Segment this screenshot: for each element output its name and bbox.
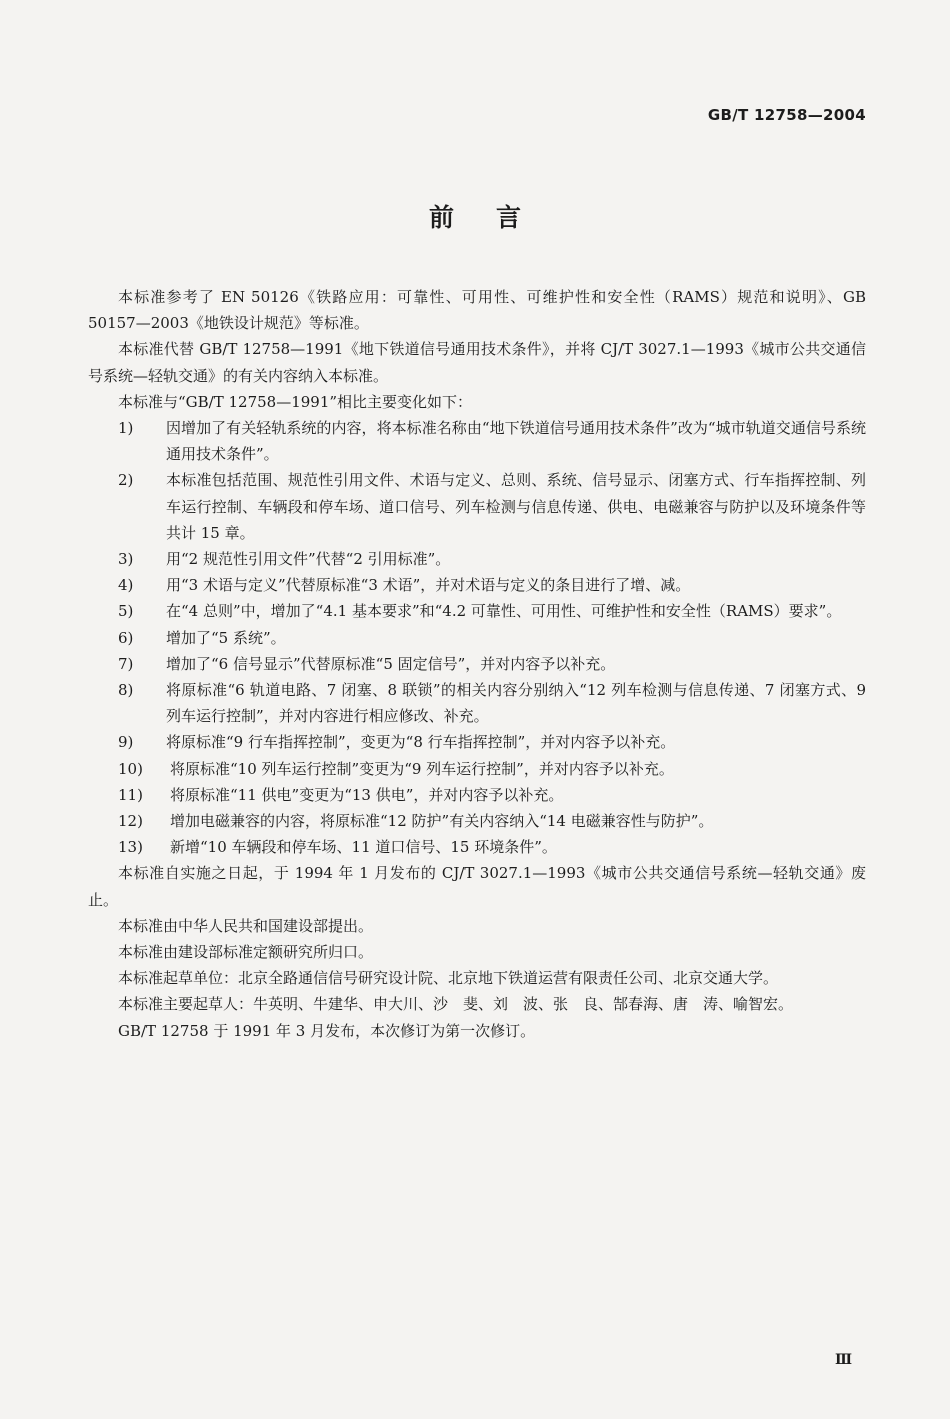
list-item-number: 9) [118, 733, 134, 752]
list-item [88, 572, 866, 598]
list-item-text: 因增加了有关轻轨系统的内容，将本标准名称由“地下铁道信号通用技术条件”改为“城市轨道交通信号系统通用技术条件”。 [166, 419, 866, 464]
list-item [88, 598, 866, 624]
page-number: Ⅲ [834, 1352, 852, 1368]
list-item [88, 546, 866, 572]
list-item-number: 12) [118, 812, 143, 831]
list-item-text: 用“2 规范性引用文件”代替“2 引用标准”。 [166, 550, 451, 569]
revision-history: GB/T 12758 于 1991 年 3 月发布，本次修订为第一次修订。 [118, 1021, 536, 1040]
drafters: 本标准主要起草人：牛英明、牛建华、申大川、沙 斐、刘 波、张 良、郜春海、唐 涛、喻智宏。 [118, 995, 794, 1014]
list-item-number: 6) [118, 628, 134, 647]
list-item-number: 5) [118, 602, 134, 621]
list-item-text: 将原标准“10 列车运行控制”变更为“9 列车运行控制”，并对内容予以补充。 [170, 759, 674, 778]
list-item-number: 13) [118, 838, 143, 857]
list-item [88, 756, 866, 782]
list-item [88, 415, 866, 467]
list-item-text: 将原标准“11 供电”变更为“13 供电”，并对内容予以补充。 [170, 785, 564, 804]
page-title: 前言 [428, 203, 563, 232]
list-item-number: 8) [118, 681, 134, 700]
closing-paragraph: 本标准由建设部标准定额研究所归口。 [118, 943, 374, 962]
list-item-text: 增加了“6 信号显示”代替原标准“5 固定信号”，并对内容予以补充。 [166, 654, 616, 673]
list-item-number: 7) [118, 654, 134, 673]
list-item [88, 729, 866, 755]
list-item-number: 1) [118, 419, 134, 438]
list-item [88, 834, 866, 860]
list-item-number: 11) [118, 785, 143, 804]
list-item-text: 用“3 术语与定义”代替原标准“3 术语”，并对术语与定义的条目进行了增、减。 [166, 576, 691, 595]
list-item-number: 2) [118, 471, 134, 490]
closing-paragraph: 本标准由中华人民共和国建设部提出。 [118, 916, 374, 935]
changes-list [88, 415, 866, 860]
list-item-text: 增加了“5 系统”。 [166, 628, 286, 647]
standard-code: GB/T 12758—2004 [707, 106, 866, 124]
foreword-body [88, 284, 866, 1044]
list-item [88, 651, 866, 677]
list-item-text: 在“4 总则”中，增加了“4.1 基本要求”和“4.2 可靠性、可用性、可维护性和安全性（RAMS）要求”。 [166, 602, 842, 621]
list-item-number: 4) [118, 576, 134, 595]
list-item [88, 677, 866, 729]
list-item-number: 10) [118, 759, 143, 778]
intro-paragraph: 本标准代替 GB/T 12758—1991《地下铁道信号通用技术条件》，并将 CJ/T 3027.1—1993《城市公共交通信号系统—轻轨交通》的有关内容纳入本标准。 [88, 340, 866, 385]
intro-paragraph: 本标准与“GB/T 12758—1991”相比主要变化如下： [118, 392, 473, 411]
list-item [88, 782, 866, 808]
list-item [88, 625, 866, 651]
list-item-text: 增加电磁兼容的内容，将原标准“12 防护”有关内容纳入“14 电磁兼容性与防护”。 [170, 812, 714, 831]
list-item-number: 3) [118, 550, 134, 569]
list-item [88, 467, 866, 546]
list-item-text: 将原标准“6 轨道电路、7 闭塞、8 联锁”的相关内容分别纳入“12 列车检测与信息传递、7 闭塞方式、9 列车运行控制”，并对内容进行相应修改、补充。 [166, 681, 866, 726]
intro-paragraph: 本标准参考了 EN 50126《铁路应用：可靠性、可用性、可维护性和安全性（RAMS）规范和说明》、GB 50157—2003《地铁设计规范》等标准。 [88, 288, 866, 333]
list-item-text: 新增“10 车辆段和停车场、11 道口信号、15 环境条件”。 [170, 838, 557, 857]
list-item-text: 本标准包括范围、规范性引用文件、术语与定义、总则、系统、信号显示、闭塞方式、行车指挥控制、列车运行控制、车辆段和停车场、道口信号、列车检测与信息传递、供电、电磁兼容与防护以及环境条件等共计 15 章。 [166, 471, 866, 542]
list-item [88, 808, 866, 834]
drafting-units: 本标准起草单位：北京全路通信信号研究设计院、北京地下铁道运营有限责任公司、北京交通大学。 [118, 969, 779, 988]
list-item-text: 将原标准“9 行车指挥控制”，变更为“8 行车指挥控制”，并对内容予以补充。 [166, 733, 676, 752]
closing-paragraph: 本标准自实施之日起，于 1994 年 1 月发布的 CJ/T 3027.1—1993《城市公共交通信号系统—轻轨交通》废止。 [88, 864, 866, 909]
